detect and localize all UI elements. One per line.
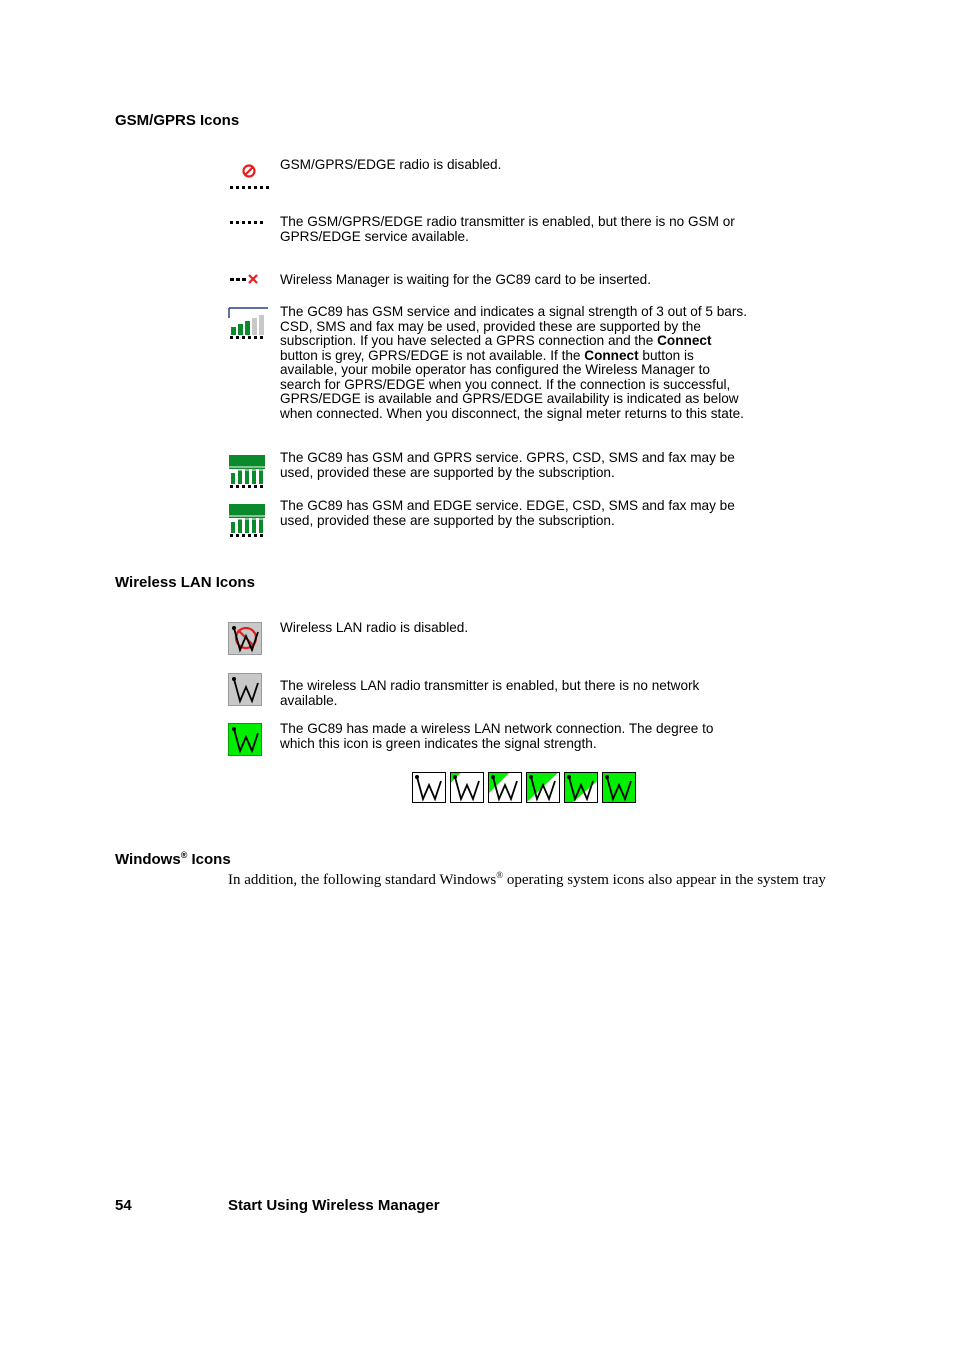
gprs-connected-text: The GC89 has GSM and GPRS service. GPRS, CSD, SMS and fax may be used, provided these are supported by the subscription. xyxy=(280,450,735,480)
wlan-strength-icon-2 xyxy=(487,772,524,804)
windows-intro-text xyxy=(228,870,826,889)
registered-mark: ® xyxy=(180,850,188,860)
windows-heading-rest: Icons xyxy=(187,851,231,868)
gsm-waiting-text: Wireless Manager is waiting for the GC89 card to be inserted. xyxy=(280,272,651,287)
gsm-signal-text xyxy=(280,305,750,421)
registered-mark: ® xyxy=(496,870,504,880)
connect-label-a: Connect xyxy=(657,333,712,348)
wlan-connected-text: The GC89 has made a wireless LAN network connection. The degree to which this icon is green indicates the signal strength. xyxy=(280,721,714,751)
windows-intro-part-b: operating system icons also appear in the system tray xyxy=(503,872,826,888)
page-number: 54 xyxy=(115,1197,132,1214)
gsm-no-service-text: The GSM/GPRS/EDGE radio transmitter is enabled, but there is no GSM or GPRS/EDGE service available. xyxy=(280,214,735,244)
gsm-signal-text-part-b: button is grey, GPRS/EDGE is not available. If the xyxy=(280,347,581,363)
wlan-connected-icon xyxy=(228,723,264,759)
gsm-signal-3-of-5-icon xyxy=(228,306,270,342)
gsm-disabled-icon xyxy=(228,159,270,195)
windows-section-heading xyxy=(115,850,231,868)
wlan-disabled-icon xyxy=(228,622,264,658)
wlan-strength-icon-0 xyxy=(411,772,448,804)
edge-connected-icon xyxy=(228,501,270,537)
wlan-section-heading: Wireless LAN Icons xyxy=(115,574,255,591)
wlan-strength-icon-4 xyxy=(563,772,600,804)
wlan-disabled-text: Wireless LAN radio is disabled. xyxy=(280,620,469,635)
gsm-waiting-card-icon xyxy=(228,273,270,287)
connect-label-b: Connect xyxy=(584,347,639,363)
gprs-connected-icon xyxy=(228,452,270,488)
gsm-section-heading: GSM/GPRS Icons xyxy=(115,112,240,129)
wlan-strength-icon-5 xyxy=(601,772,638,804)
windows-intro-part-a: In addition, the following standard Windows xyxy=(228,872,497,888)
gsm-no-service-icon xyxy=(228,218,270,230)
wlan-no-network-icon xyxy=(228,673,264,709)
gsm-signal-text-part-a: The GC89 has GSM service and indicates a signal strength of 3 out of 5 bars. CSD, SMS and fax may be used, provided these are supported by the subscription. If you have selected a GPRS connection and the xyxy=(280,304,747,348)
wlan-strength-icon-1 xyxy=(449,772,486,804)
windows-heading-word: Windows xyxy=(115,851,181,868)
wlan-strength-icon-3 xyxy=(525,772,562,804)
gsm-signal-text-part-c: button is available, your mobile operator has configured the Wireless Manager to search for GPRS/EDGE when you connect. If the connection is successful, GPRS/EDGE is available and GPRS/EDGE availability is indicated as below when connected. When you disconnect, the signal meter returns to this state. xyxy=(280,347,744,421)
chapter-title: Start Using Wireless Manager xyxy=(228,1197,440,1214)
gsm-disabled-text: GSM/GPRS/EDGE radio is disabled. xyxy=(280,157,502,172)
wlan-no-network-text: The wireless LAN radio transmitter is enabled, but there is no network available. xyxy=(280,678,700,708)
edge-connected-text: The GC89 has GSM and EDGE service. EDGE, CSD, SMS and fax may be used, provided these are supported by the subscription. xyxy=(280,498,735,528)
